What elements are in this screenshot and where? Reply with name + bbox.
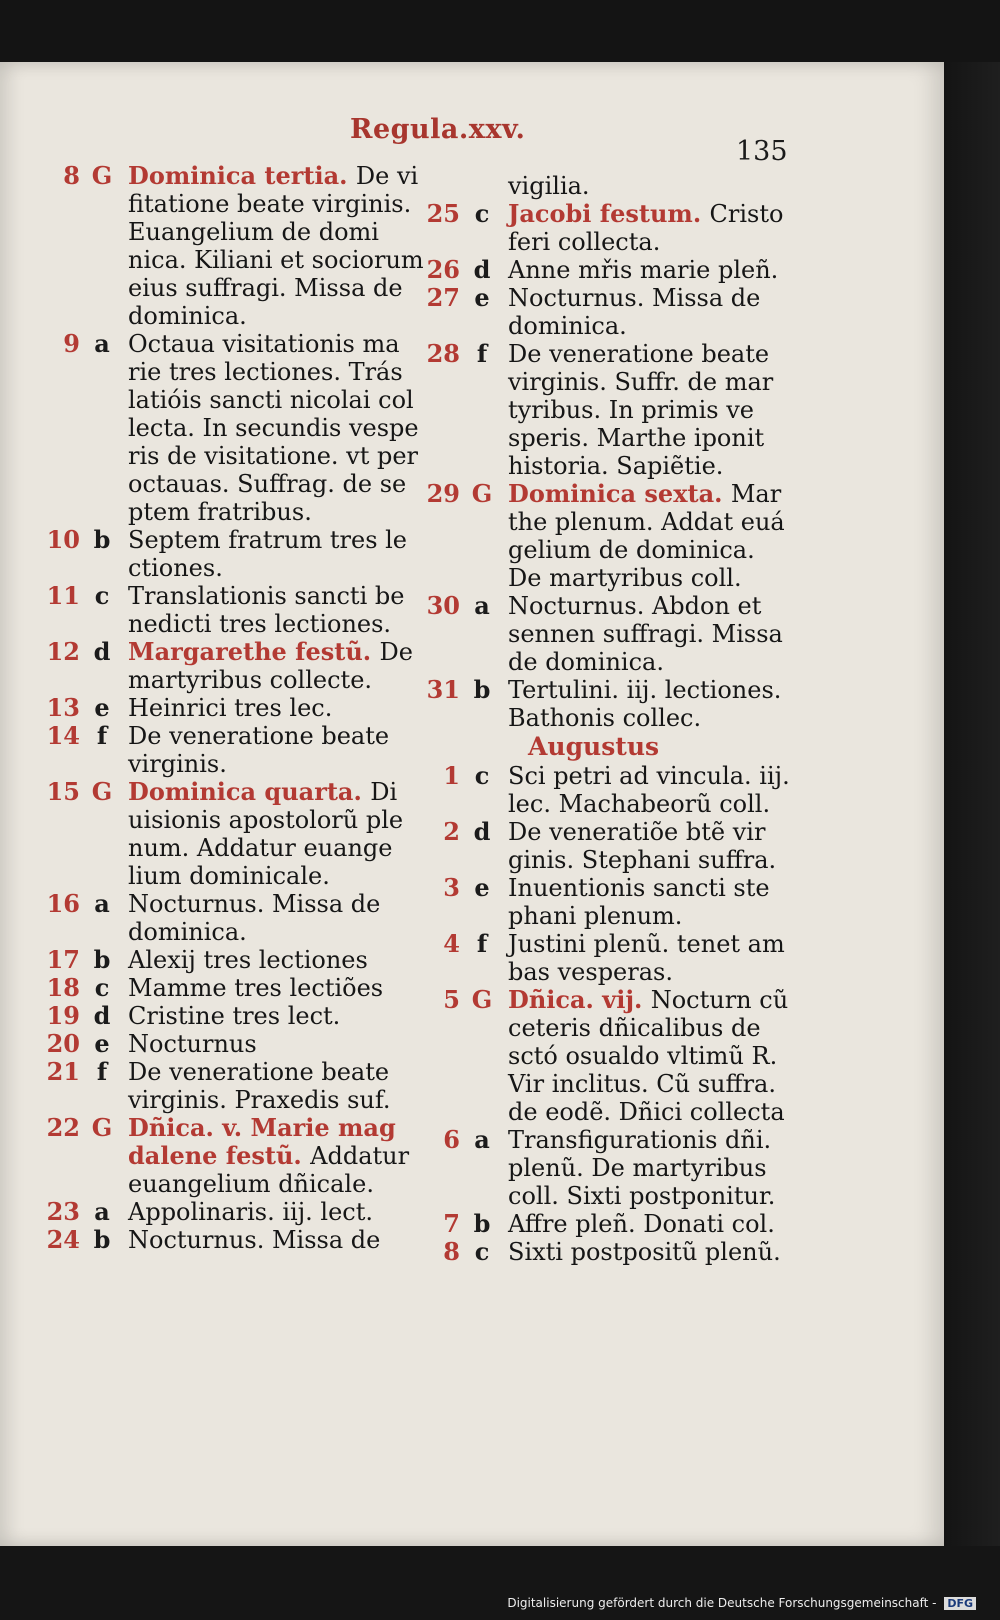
dominical-letter: G [91, 777, 113, 806]
day-number: 6 [443, 1125, 460, 1154]
body-text: Heinrici tres lec. [128, 694, 333, 722]
day-number: 18 [46, 973, 80, 1002]
day-number: 19 [46, 1001, 80, 1030]
day-number: 1 [443, 761, 460, 790]
day-number: 26 [426, 255, 460, 284]
rubric-text: Margarethe festũ. [128, 637, 380, 666]
body-text: De veneratiõe btẽ vir ginis. Stephani suffra. [508, 818, 777, 874]
day-number: 7 [443, 1209, 460, 1238]
calendar-entry [420, 930, 792, 986]
calendar-entry [420, 986, 792, 1126]
dominical-letter: G [91, 1113, 113, 1142]
day-number: 29 [426, 479, 460, 508]
dominical-letter: G [471, 985, 493, 1014]
calendar-entry [40, 1002, 430, 1030]
calendar-entry [420, 200, 792, 256]
entry-text [508, 986, 792, 1126]
entry-text [508, 200, 792, 256]
entry-text [508, 762, 792, 818]
body-text: Septem fratrum tres le ctiones. [128, 526, 408, 582]
dominical-letter: b [473, 1209, 491, 1238]
day-number: 8 [63, 161, 80, 190]
day-number: 3 [443, 873, 460, 902]
dominical-letter: a [94, 889, 110, 918]
day-number: 27 [426, 283, 460, 312]
rubric-text: Dñica. v. Marie mag dalene festũ. [128, 1113, 396, 1170]
day-number: 24 [46, 1225, 80, 1254]
dfg-logo: DFG [944, 1597, 976, 1610]
dominical-letter: a [474, 1125, 490, 1154]
body-text: Justini plenũ. tenet am bas vesperas. [508, 930, 785, 986]
day-number: 4 [443, 929, 460, 958]
running-head: Regula.xxv. [350, 114, 526, 145]
rubric-text: Dñica. vij. [508, 985, 651, 1014]
body-text: Anne mřis marie pleñ. [508, 256, 779, 284]
month-heading: Augustus [528, 732, 660, 761]
body-text: Nocturnus [128, 1030, 257, 1058]
calendar-entry [40, 890, 430, 946]
entry-text [508, 592, 792, 676]
calendar-entry [420, 874, 792, 930]
calendar-entry [420, 480, 792, 592]
body-text: Transfigurationis dñi. plenũ. De martyribus coll. Sixti postponitur. [508, 1126, 776, 1210]
entry-text [508, 1238, 792, 1266]
entry-text [508, 480, 792, 592]
dominical-letter: e [94, 1029, 110, 1058]
calendar-entry [40, 526, 430, 582]
dominical-letter: c [94, 973, 110, 1002]
calendar-entry [420, 1238, 792, 1266]
rubric-text: Jacobi festum. [508, 199, 710, 228]
entry-text [128, 1114, 430, 1198]
dominical-letter: a [94, 329, 110, 358]
body-text: Di uisionis apostolorũ ple num. Addatur euange lium dominicale. [128, 778, 404, 890]
day-number: 14 [46, 721, 80, 750]
entry-text [508, 256, 792, 284]
calendar-entry [40, 1030, 430, 1058]
body-text: Inuentionis sancti ste phani plenum. [508, 874, 770, 930]
calendar-entry [40, 946, 430, 974]
calendar-entry [420, 340, 792, 480]
calendar-entry [40, 974, 430, 1002]
calendar-entry [40, 582, 430, 638]
body-text: Cristo feri collecta. [508, 200, 784, 256]
day-number: 25 [426, 199, 460, 228]
entry-text [128, 946, 430, 974]
body-text: De veneratione beate virginis. [128, 722, 390, 778]
calendar-entry [40, 1198, 430, 1226]
day-number: 9 [63, 329, 80, 358]
dominical-letter: G [471, 479, 493, 508]
entry-text [128, 722, 430, 778]
entry-text [128, 526, 430, 582]
body-text: Nocturnus. Missa de dominica. [508, 284, 761, 340]
entry-text [508, 1210, 792, 1238]
day-number: 2 [443, 817, 460, 846]
calendar-entry [40, 330, 430, 526]
calendar-entry [40, 722, 430, 778]
right-column [420, 172, 792, 1266]
entry-text [128, 162, 430, 330]
entry-text [128, 330, 430, 526]
day-number: 13 [46, 693, 80, 722]
calendar-entry [40, 638, 430, 694]
dominical-letter: f [96, 721, 108, 750]
entry-text [128, 1030, 430, 1058]
calendar-entry [40, 778, 430, 890]
page-edge [944, 62, 1000, 1546]
day-number: 31 [426, 675, 460, 704]
entry-text [128, 1058, 430, 1114]
body-text: Appolinaris. iij. lect. [128, 1198, 373, 1226]
entry-text [128, 1002, 430, 1030]
dominical-letter: b [93, 945, 111, 974]
body-text: Sci petri ad vincula. iij. lec. Machabeorũ coll. [508, 762, 790, 818]
entry-text [508, 676, 792, 732]
body-text: Nocturnus. Abdon et sennen suffragi. Missa de dominica. [508, 592, 783, 676]
entry-text [128, 694, 430, 722]
body-text: Tertulini. iij. lectiones. Bathonis collec. [508, 676, 782, 732]
dominical-letter: b [93, 525, 111, 554]
rubric-text: Dominica sexta. [508, 479, 731, 508]
dominical-letter: f [476, 339, 488, 368]
body-text: De veneratione beate virginis. Suffr. de mar tyribus. In primis ve speris. Marthe iponit historia. Sapiẽtie. [508, 340, 774, 480]
entry-text [508, 818, 792, 874]
body-text: Nocturn cũ ceteris dñicalibus de sctó osualdo vltimũ R. Vir inclitus. Cũ suffra. de eodẽ. Dñici collecta [508, 986, 789, 1126]
dominical-letter: b [473, 675, 491, 704]
body-text: Nocturnus. Missa de dominica. [128, 890, 381, 946]
dominical-letter: a [474, 591, 490, 620]
rubric-text: Dominica quarta. [128, 777, 371, 806]
calendar-entry [420, 284, 792, 340]
entry-text [508, 340, 792, 480]
footer-credit [507, 1596, 976, 1610]
body-text: Mamme tres lectiões [128, 974, 384, 1002]
entry-text [128, 1198, 430, 1226]
body-text: Addatur euangelium dñicale. [128, 1142, 410, 1198]
day-number: 15 [46, 777, 80, 806]
calendar-entry [40, 1058, 430, 1114]
day-number: 28 [426, 339, 460, 368]
body-text: Nocturnus. Missa de [128, 1226, 381, 1254]
entry-text [128, 890, 430, 946]
body-text: Alexij tres lectiones [128, 946, 368, 974]
dominical-letter: d [473, 817, 491, 846]
day-number: 30 [426, 591, 460, 620]
left-column [40, 162, 430, 1254]
entry-text [128, 1226, 430, 1254]
dominical-letter: d [93, 637, 111, 666]
body-text: Sixti postpositũ plenũ. [508, 1238, 781, 1266]
dominical-letter: d [93, 1001, 111, 1030]
calendar-entry [420, 592, 792, 676]
body-text: Mar the plenum. Addat euá gelium de dominica. De martyribus coll. [508, 480, 785, 592]
folio-number: 135 [736, 136, 788, 167]
day-number: 5 [443, 985, 460, 1014]
entry-text [508, 874, 792, 930]
dominical-letter: c [474, 1237, 490, 1266]
footer-credit-text: Digitalisierung gefördert durch die Deutsche Forschungsgemeinschaft - [507, 1596, 937, 1610]
entry-text [128, 974, 430, 1002]
dominical-letter: a [94, 1197, 110, 1226]
day-number: 8 [443, 1237, 460, 1266]
calendar-entry [420, 818, 792, 874]
calendar-entry [420, 676, 792, 732]
dominical-letter: e [474, 283, 490, 312]
dominical-letter: b [93, 1225, 111, 1254]
entry-text [508, 1126, 792, 1210]
body-text: Affre pleñ. Donati col. [508, 1210, 775, 1238]
entry-text [128, 582, 430, 638]
entry-text [508, 284, 792, 340]
day-number: 10 [46, 525, 80, 554]
calendar-entry [420, 1210, 792, 1238]
continuation-text: vigilia. [508, 172, 590, 200]
calendar-entry [40, 162, 430, 330]
body-text: Translationis sancti be nedicti tres lectiones. [128, 582, 405, 638]
dominical-letter: e [474, 873, 490, 902]
dominical-letter: c [474, 761, 490, 790]
dominical-letter: G [91, 161, 113, 190]
day-number: 17 [46, 945, 80, 974]
dominical-letter: f [96, 1057, 108, 1086]
calendar-entry [40, 1226, 430, 1254]
dominical-letter: c [474, 199, 490, 228]
day-number: 11 [46, 581, 80, 610]
dominical-letter: d [473, 255, 491, 284]
body-text: De martyribus collecte. [128, 638, 413, 694]
day-number: 21 [46, 1057, 80, 1086]
calendar-entry [40, 1114, 430, 1198]
body-text: De vi fitatione beate virginis. Euangelium de domi nica. Kiliani et sociorum eius suffragi. Missa de dominica. [128, 162, 424, 330]
day-number: 22 [46, 1113, 80, 1142]
body-text: Cristine tres lect. [128, 1002, 341, 1030]
entry-text [508, 930, 792, 986]
calendar-entry [420, 256, 792, 284]
calendar-entry [420, 1126, 792, 1210]
day-number: 16 [46, 889, 80, 918]
rubric-text: Dominica tertia. [128, 161, 356, 190]
entry-text [128, 778, 430, 890]
dominical-letter: e [94, 693, 110, 722]
body-text: De veneratione beate virginis. Praxedis suf. [128, 1058, 391, 1114]
calendar-entry [40, 694, 430, 722]
entry-text [128, 638, 430, 694]
day-number: 20 [46, 1029, 80, 1058]
day-number: 12 [46, 637, 80, 666]
dominical-letter: c [94, 581, 110, 610]
dominical-letter: f [476, 929, 488, 958]
calendar-entry [420, 762, 792, 818]
body-text: Octaua visitationis ma rie tres lectiones. Trás latióis sancti nicolai col lecta. In secundis vespe ris de visitatione. vt per octauas. Suffrag. de se ptem fratribus. [128, 330, 419, 526]
day-number: 23 [46, 1197, 80, 1226]
